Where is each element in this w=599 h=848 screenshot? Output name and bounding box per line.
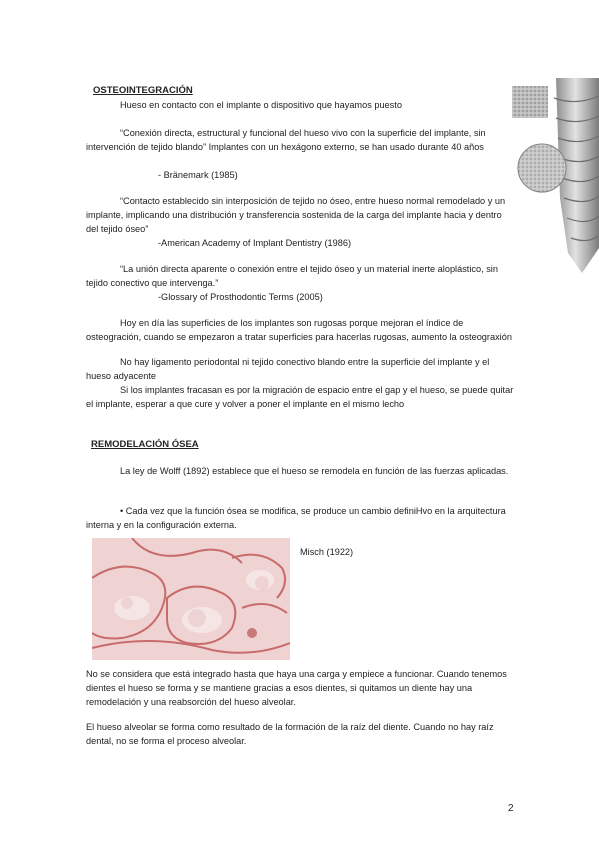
section-heading-remodelacion: REMODELACIÓN ÓSEA xyxy=(91,439,199,450)
citation-branemark: - Bränemark (1985) xyxy=(158,170,238,180)
quote-glossary: “La unión directa aparente o conexión entre el tejido óseo y un material inerte aloplástico, sin tejido conectivo que intervenga.” xyxy=(86,264,498,288)
quote-branemark: “Conexión directa, estructural y funcional del hueso vivo con la superficie del implante, sin intervención de tejido blando” Implantes con un hexágono externo, se han usado durante 40 años xyxy=(86,128,486,152)
dental-implant-image xyxy=(510,78,599,278)
section-heading-osteointegracion: OSTEOINTEGRACIÓN xyxy=(93,85,193,96)
histology-image xyxy=(92,538,290,660)
paragraph-integracion: No se considera que está integrado hasta que haya una carga y empiece a funcionar. Cuando tenemos dientes el hueso se forma y se mantiene gracias a esos dientes, si quitamos un diente hay una remodelación y una reabsorción del hueso alveolar. xyxy=(86,669,507,707)
intro-text: Hueso en contacto con el implante o dispositivo que hayamos puesto xyxy=(120,100,402,110)
citation-glossary: -Glossary of Prosthodontic Terms (2005) xyxy=(158,292,323,302)
paragraph-hueso-alveolar: El hueso alveolar se forma como resultado de la formación de la raíz del diente. Cuando no hay raíz dental, no se forma el proceso alveolar. xyxy=(86,722,494,746)
bullet-item xyxy=(86,504,516,532)
paragraph-ley-wolff: La ley de Wolff (1892) establece que el hueso se remodela en función de las fuerzas aplicadas. xyxy=(120,466,509,476)
paragraph-superficies: Hoy en día las superficies de los implantes son rugosas porque mejoran el índice de osteogración, cuando se empezaron a tratar superficies para hacerlas rugosas, aumento la osteograxión xyxy=(86,318,512,342)
page-number: 2 xyxy=(508,803,514,814)
quote-aaid: “Contacto establecido sin interposición de tejido no óseo, entre hueso normal remodelado y un implante, implicando una distribución y transferencia sostenida de la carga del implante hacia y dentro del tejido óseo” xyxy=(86,196,506,234)
paragraph-fracaso: Si los implantes fracasan es por la migración de espacio entre el gap y el hueso, se puede quitar el implante, esperar a que cure y volver a poner el implante en el mismo lecho xyxy=(86,385,514,409)
bullet-mark: • xyxy=(120,506,124,516)
citation-aaid: -American Academy of Implant Dentistry (1986) xyxy=(158,238,352,248)
bullet-text: Cada vez que la función ósea se modifica, se produce un cambio definiHvo en la arquitectura interna y en la configuración externa. xyxy=(86,506,506,530)
paragraph-ligamento: No hay ligamento periodontal ni tejido conectivo blando entre la superficie del implante y el hueso adyacente xyxy=(86,357,490,381)
figure-caption: Misch (1922) xyxy=(300,547,354,557)
